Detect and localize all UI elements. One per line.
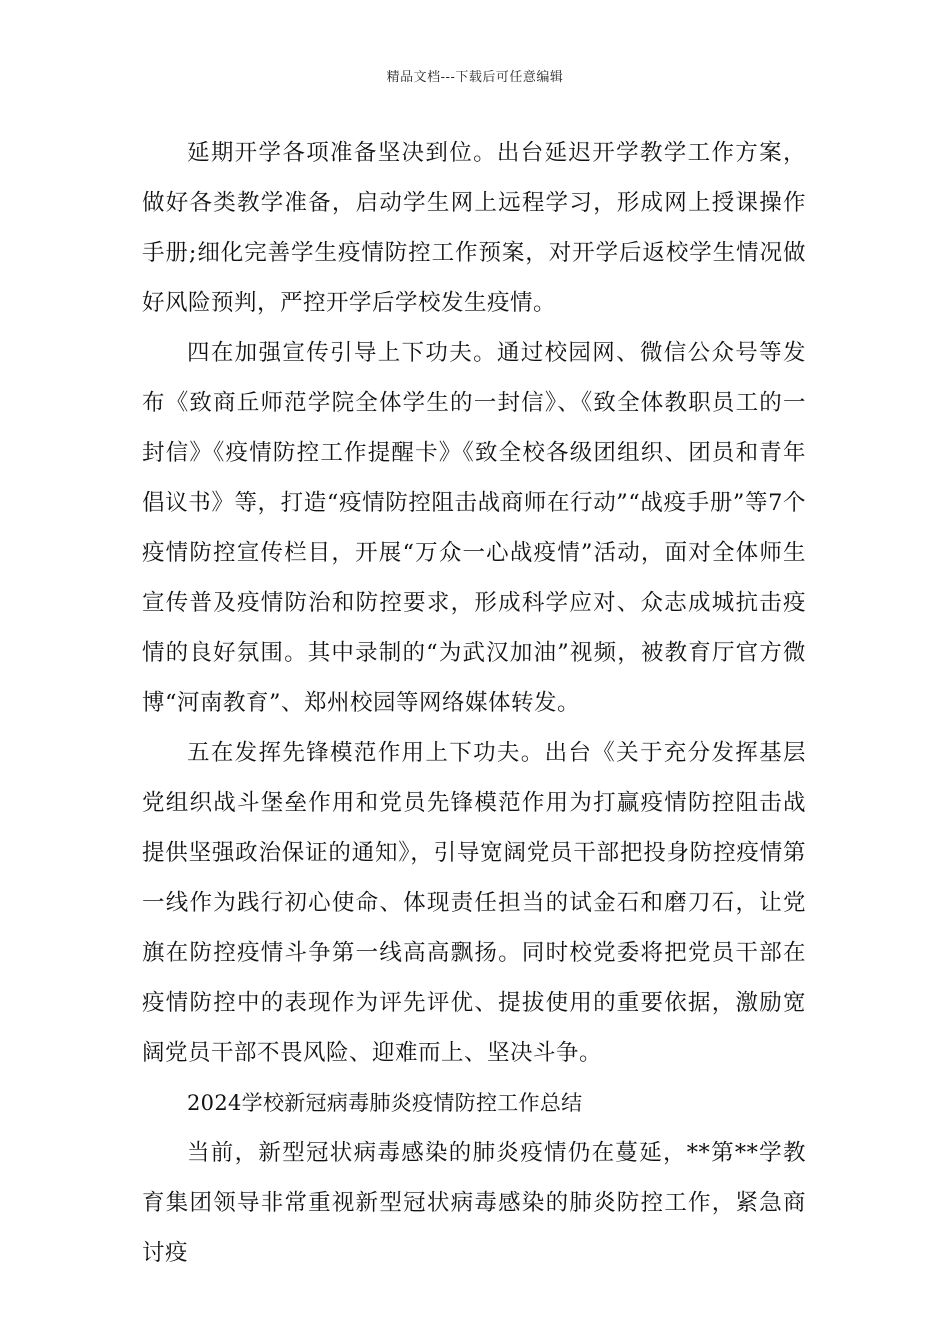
paragraph-current-situation: 当前，新型冠状病毒感染的肺炎疫情仍在蔓延，**第**学教育集团领导非常重视新型冠状病毒感染的肺炎防控工作，紧急商讨疫: [142, 1140, 806, 1266]
document-body: [142, 128, 806, 1278]
page-header: 精品文档---下载后可任意编辑: [386, 70, 564, 85]
paragraph-preparation: 延期开学各项准备坚决到位。出台延迟开学教学工作方案，做好各类教学准备，启动学生网上远程学习，形成网上授课操作手册;细化完善学生疫情防控工作预案，对开学后返校学生情况做好风险预判，严控开学后学校发生疫情。: [142, 140, 806, 316]
paragraph-publicity: 四在加强宣传引导上下功夫。通过校园网、微信公众号等发布《致商丘师范学院全体学生的一封信》、《致全体教职员工的一封信》《疫情防控工作提醒卡》《致全校各级团组织、团员和青年倡议书》等，打造“疫情防控阻击战商师在行动”“战疫手册”等7个疫情防控宣传栏目，开展“万众一心战疫情”活动，面对全体师生宣传普及疫情防治和防控要求，形成科学应对、众志成城抗击疫情的良好氛围。其中录制的“为武汉加油”视频，被教育厅官方微博“河南教育”、郑州校园等网络媒体转发。: [142, 340, 806, 716]
section-title: 2024学校新冠病毒肺炎疫情防控工作总结: [187, 1091, 583, 1115]
paragraph-vanguard: 五在发挥先锋模范作用上下功夫。出台《关于充分发挥基层党组织战斗堡垒作用和党员先锋模范作用为打赢疫情防控阻击战提供坚强政治保证的通知》，引导宽阔党员干部把投身防控疫情第一线作为践行初心使命、体现责任担当的试金石和磨刀石，让党旗在防控疫情斗争第一线高高飘扬。同时校党委将把党员干部在疫情防控中的表现作为评先评优、提拔使用的重要依据，激励宽阔党员干部不畏风险、迎难而上、坚决斗争。: [142, 740, 806, 1066]
